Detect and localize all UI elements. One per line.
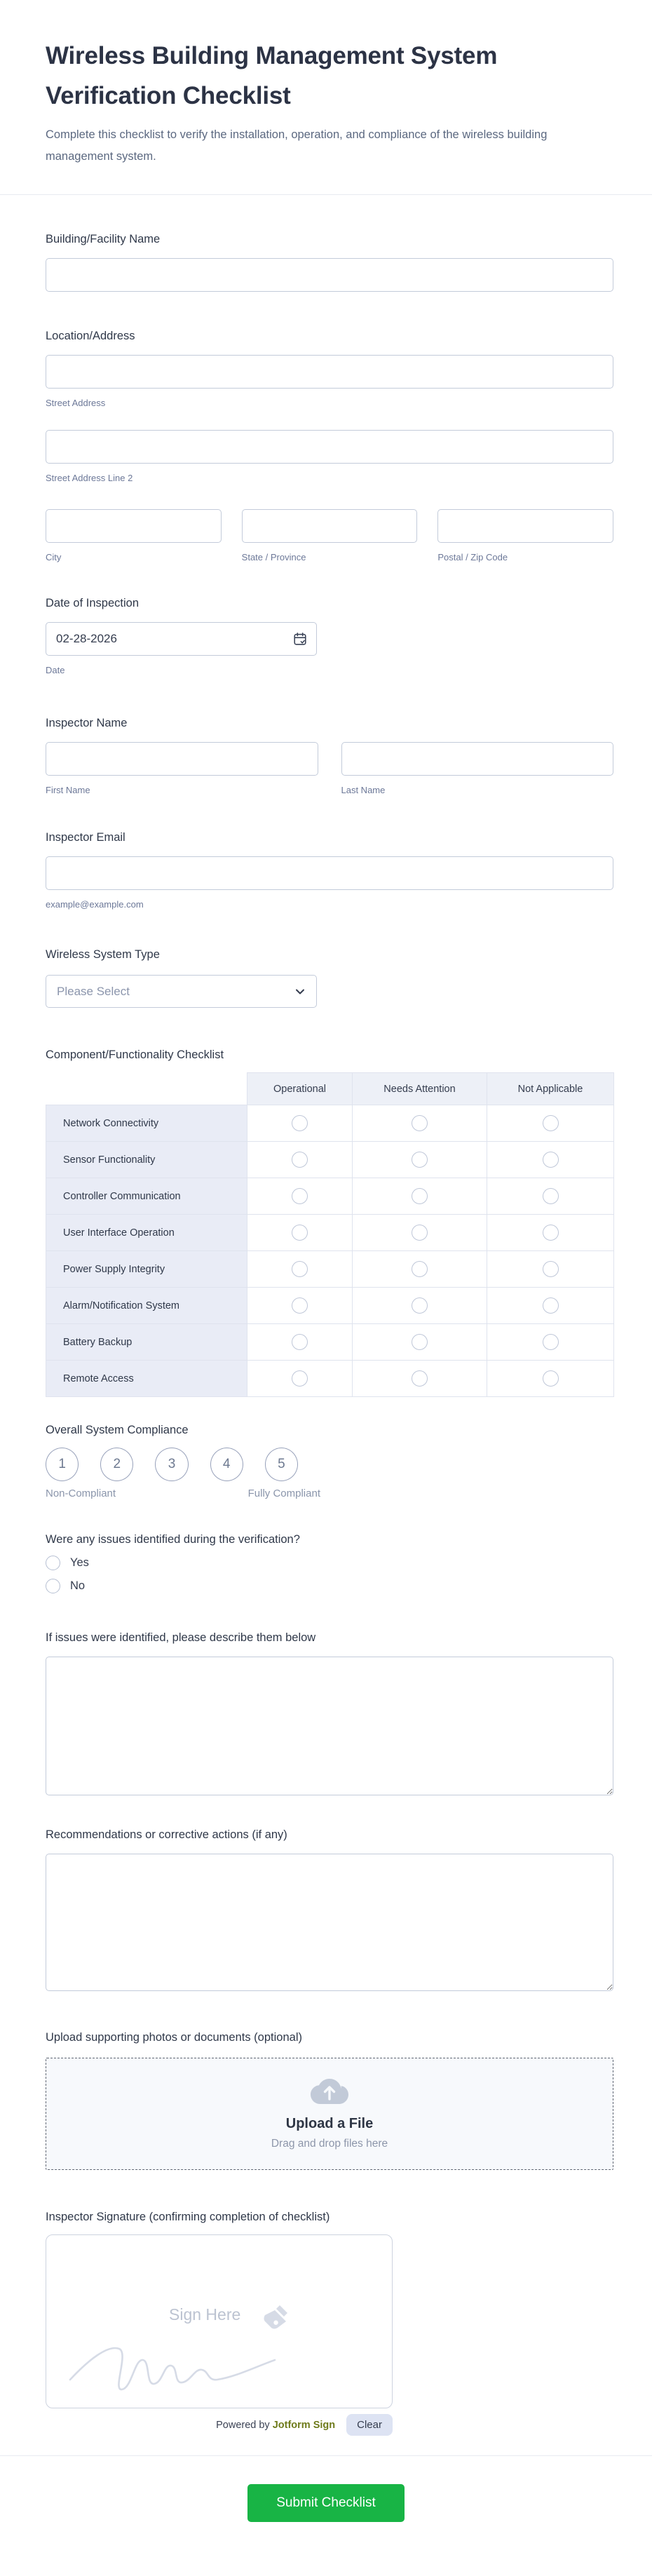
checklist-label: Component/Functionality Checklist: [46, 1048, 224, 1062]
table-row: [46, 1105, 614, 1142]
table-row: [46, 1215, 614, 1251]
recommendations-label: Recommendations or corrective actions (if any): [46, 1828, 287, 1842]
first-name-input[interactable]: [46, 742, 318, 776]
street-address2-input[interactable]: [46, 430, 613, 464]
radio-power-needs-attention[interactable]: [412, 1261, 428, 1277]
city-col: [46, 509, 222, 563]
field-checklist: [46, 1047, 613, 1397]
recommendations-textarea[interactable]: [46, 1854, 613, 1991]
chevron-down-icon: [294, 986, 306, 997]
radio-network-operational[interactable]: [292, 1115, 308, 1131]
field-system-type: [46, 947, 613, 1008]
scale-option-4[interactable]: 4: [210, 1448, 243, 1481]
building-name-input[interactable]: [46, 258, 613, 292]
radio-ui-needs-attention[interactable]: [412, 1225, 428, 1241]
postal-col: [437, 509, 613, 563]
form-header: [0, 0, 652, 195]
upload-button-label[interactable]: Upload a File: [285, 2115, 374, 2131]
radio-network-not-applicable[interactable]: [543, 1115, 559, 1131]
clear-signature-button[interactable]: Clear: [346, 2414, 393, 2436]
city-input[interactable]: [46, 509, 222, 543]
city-sublabel: City: [46, 552, 62, 563]
radio-alarm-needs-attention[interactable]: [412, 1297, 428, 1314]
signature-label: Inspector Signature (confirming completion of checklist): [46, 2211, 330, 2224]
field-address: [46, 328, 613, 563]
upload-label: Upload supporting photos or documents (optional): [46, 2031, 302, 2044]
upload-hint: Drag and drop files here: [271, 2137, 388, 2150]
table-row: [46, 1178, 614, 1215]
radio-controller-needs-attention[interactable]: [412, 1188, 428, 1204]
row-label: Alarm/Notification System: [46, 1288, 247, 1324]
field-issues-description: [46, 1630, 613, 1799]
inspector-email-input[interactable]: [46, 856, 613, 890]
radio-remote-needs-attention[interactable]: [412, 1370, 428, 1387]
form-footer-divider: [0, 2455, 652, 2558]
building-name-label: Building/Facility Name: [46, 233, 161, 246]
field-signature: [46, 2209, 613, 2436]
field-inspector-email: [46, 830, 613, 910]
street-address2-sublabel: Street Address Line 2: [46, 473, 133, 484]
select-placeholder: Please Select: [57, 984, 130, 998]
checklist-col-needs-attention: Needs Attention: [353, 1073, 487, 1105]
row-label: Power Supply Integrity: [46, 1251, 247, 1288]
form-title: Wireless Building Management System Verification Checklist: [46, 42, 498, 109]
field-upload: [46, 2030, 613, 2170]
radio-battery-operational[interactable]: [292, 1334, 308, 1350]
calendar-icon[interactable]: [292, 631, 308, 647]
first-name-sublabel: First Name: [46, 785, 90, 796]
radio-ui-operational[interactable]: [292, 1225, 308, 1241]
last-name-col: [341, 742, 614, 796]
radio-battery-needs-attention[interactable]: [412, 1334, 428, 1350]
issues-option-yes[interactable]: [46, 1556, 613, 1570]
scale-option-3[interactable]: 3: [155, 1448, 188, 1481]
sign-here-text: Sign Here: [169, 2305, 241, 2324]
system-type-label: Wireless System Type: [46, 948, 160, 962]
row-label: Controller Communication: [46, 1178, 247, 1215]
issues-label: Were any issues identified during the verification?: [46, 1533, 300, 1546]
issues-description-label: If issues were identified, please describe them below: [46, 1631, 316, 1645]
form-fields: [0, 231, 652, 2455]
last-name-sublabel: Last Name: [341, 785, 386, 796]
field-inspection-date: [46, 595, 613, 676]
first-name-col: [46, 742, 318, 796]
yes-label: Yes: [70, 1556, 89, 1570]
radio-alarm-not-applicable[interactable]: [543, 1297, 559, 1314]
row-label: Remote Access: [46, 1361, 247, 1397]
powered-by-label: Powered by: [216, 2419, 270, 2431]
radio-sensor-not-applicable[interactable]: [543, 1152, 559, 1168]
street-address-input[interactable]: [46, 355, 613, 389]
radio-power-operational[interactable]: [292, 1261, 308, 1277]
jotform-sign-brand: Jotform Sign: [272, 2419, 336, 2431]
scale-option-5[interactable]: 5: [265, 1448, 298, 1481]
issues-option-no[interactable]: [46, 1579, 613, 1593]
inspector-email-sublabel: example@example.com: [46, 899, 144, 910]
scale-option-2[interactable]: 2: [100, 1448, 133, 1481]
checklist-col-operational: Operational: [247, 1073, 353, 1105]
file-upload-dropzone[interactable]: [46, 2058, 613, 2170]
inspection-date-label: Date of Inspection: [46, 597, 139, 610]
name-row: [46, 742, 613, 796]
table-row: [46, 1251, 614, 1288]
inspector-email-label: Inspector Email: [46, 831, 125, 844]
table-row: [46, 1324, 614, 1361]
signature-footer: [46, 2414, 393, 2436]
radio-network-needs-attention[interactable]: [412, 1115, 428, 1131]
radio-ui-not-applicable[interactable]: [543, 1225, 559, 1241]
form-description: Complete this checklist to verify the installation, operation, and compliance of the wireless building management system.: [46, 128, 548, 163]
checklist-header-row: [46, 1073, 614, 1105]
checklist-col-not-applicable: Not Applicable: [487, 1073, 614, 1105]
field-issues: [46, 1532, 613, 1593]
powered-by-text: [216, 2420, 335, 2431]
signature-pad[interactable]: [46, 2234, 393, 2408]
postal-input[interactable]: [437, 509, 613, 543]
city-state-postal-row: [46, 509, 613, 563]
checklist-table: [46, 1072, 614, 1397]
scale-max-label: Fully Compliant: [247, 1488, 320, 1500]
row-label: User Interface Operation: [46, 1215, 247, 1251]
row-label: Sensor Functionality: [46, 1142, 247, 1178]
no-label: No: [70, 1579, 86, 1593]
field-compliance: [46, 1422, 613, 1499]
field-building-name: [46, 231, 613, 292]
field-recommendations: [46, 1827, 613, 1995]
inspector-name-label: Inspector Name: [46, 717, 128, 730]
signature-watermark: [46, 2235, 392, 2408]
compliance-scale: [46, 1448, 298, 1481]
radio-alarm-operational[interactable]: [292, 1297, 308, 1314]
state-input[interactable]: [242, 509, 418, 543]
radio-no[interactable]: [46, 1579, 60, 1593]
postal-sublabel: Postal / Zip Code: [437, 552, 508, 563]
state-sublabel: State / Province: [241, 552, 306, 563]
radio-battery-not-applicable[interactable]: [543, 1334, 559, 1350]
street-address-sublabel: Street Address: [46, 398, 106, 409]
submit-button[interactable]: Submit Checklist: [247, 2484, 405, 2522]
scale-min-label: Non-Compliant: [46, 1488, 116, 1500]
date-input-wrap: [46, 622, 317, 656]
field-inspector-name: [46, 715, 613, 796]
cloud-upload-icon: [311, 2078, 348, 2106]
state-col: [242, 509, 418, 563]
radio-controller-not-applicable[interactable]: [543, 1188, 559, 1204]
scale-option-1[interactable]: 1: [46, 1448, 79, 1481]
table-row: [46, 1288, 614, 1324]
radio-controller-operational[interactable]: [292, 1188, 308, 1204]
date-input[interactable]: [46, 622, 317, 656]
checklist-corner-cell: [46, 1073, 247, 1105]
system-type-select[interactable]: [46, 975, 317, 1008]
radio-sensor-needs-attention[interactable]: [412, 1152, 428, 1168]
radio-power-not-applicable[interactable]: [543, 1261, 559, 1277]
last-name-input[interactable]: [341, 742, 614, 776]
issues-description-textarea[interactable]: [46, 1657, 613, 1795]
row-label: Battery Backup: [46, 1324, 247, 1361]
row-label: Network Connectivity: [46, 1105, 247, 1142]
date-sublabel: Date: [46, 665, 65, 676]
compliance-label: Overall System Compliance: [46, 1424, 189, 1437]
radio-remote-not-applicable[interactable]: [543, 1370, 559, 1387]
table-row: [46, 1361, 614, 1397]
signature-squiggle: [67, 2318, 299, 2395]
table-row: [46, 1142, 614, 1178]
radio-remote-operational[interactable]: [292, 1370, 308, 1387]
radio-yes[interactable]: [46, 1556, 60, 1570]
address-label: Location/Address: [46, 330, 135, 343]
submit-row: [0, 2456, 652, 2558]
compliance-scale-labels: [46, 1488, 320, 1499]
radio-sensor-operational[interactable]: [292, 1152, 308, 1168]
